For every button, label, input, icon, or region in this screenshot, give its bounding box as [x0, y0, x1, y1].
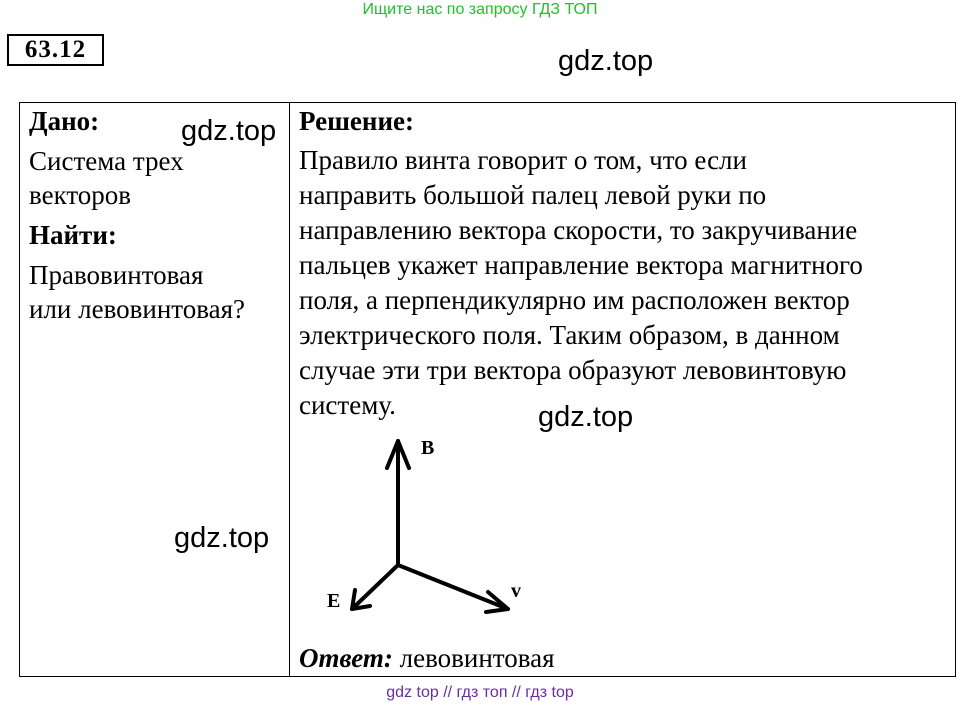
vector-v: [398, 565, 508, 609]
solution-line: направить большой палец левой руки по: [299, 180, 767, 210]
solution-line: поля, а перпендикулярно им расположен вектор: [299, 285, 850, 315]
watermark: gdz.top: [174, 522, 270, 554]
find-heading: Найти:: [29, 220, 117, 250]
vector-e: [352, 565, 398, 609]
given-heading: Дано:: [29, 106, 100, 136]
answer-label: Ответ:: [299, 643, 393, 673]
footer: gdz top // гдз топ // гдз top: [386, 684, 574, 701]
vector-b-label: B: [421, 437, 435, 459]
problem-number: 63.12: [7, 34, 104, 66]
vector-v-label: v: [511, 580, 521, 602]
watermark: gdz.top: [181, 115, 277, 147]
find-text-line: Правовинтовая: [29, 260, 204, 290]
solution-line: направлению вектора скорости, то закручивание: [299, 215, 858, 245]
top-banner: Ищите нас по запросу ГДЗ ТОП: [362, 1, 598, 18]
solution-line: систему.: [299, 390, 396, 420]
answer: [299, 641, 555, 676]
solution-line: электрического поля. Таким образом, в данном: [299, 320, 840, 350]
given-text-line: векторов: [29, 180, 132, 210]
watermark: gdz.top: [538, 401, 634, 433]
solution-line: Правило винта говорит о том, что если: [299, 145, 747, 175]
answer-value: левовинтовая: [399, 643, 555, 673]
given-text-line: Система трех: [29, 146, 184, 176]
solution-line: пальцев укажет направление вектора магнитного: [299, 250, 863, 280]
solution-heading: Решение:: [299, 106, 414, 136]
vector-e-label: E: [327, 590, 341, 612]
find-text-line: или левовинтовая?: [29, 294, 246, 324]
watermark: gdz.top: [558, 45, 654, 77]
solution-line: случае эти три вектора образуют левовинтовую: [299, 355, 847, 385]
